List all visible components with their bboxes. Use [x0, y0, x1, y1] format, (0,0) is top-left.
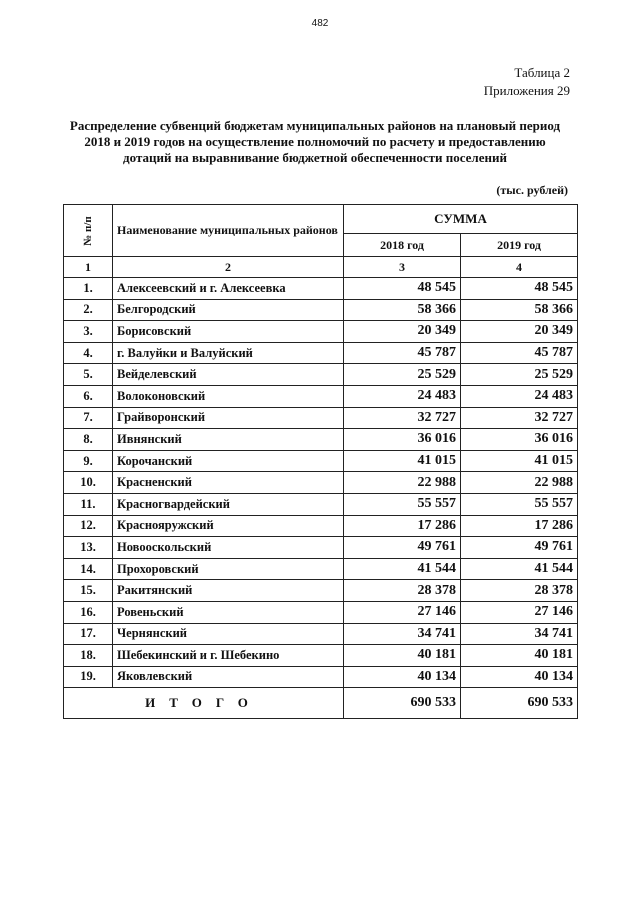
district-name: Новооскольский [113, 537, 344, 559]
district-name: Чернянский [113, 623, 344, 645]
value-2018: 58 366 [344, 299, 461, 321]
row-number: 4. [64, 342, 113, 364]
value-2019: 49 761 [461, 537, 578, 559]
row-number: 17. [64, 623, 113, 645]
appendix-annex-label: Приложения 29 [483, 83, 570, 98]
value-2018: 20 349 [344, 321, 461, 343]
value-2018: 27 146 [344, 601, 461, 623]
value-2018: 24 483 [344, 385, 461, 407]
row-number: 2. [64, 299, 113, 321]
value-2019: 22 988 [461, 472, 578, 494]
district-name: Корочанский [113, 450, 344, 472]
value-2018: 49 761 [344, 537, 461, 559]
district-name: Красногвардейский [113, 493, 344, 515]
value-2019: 58 366 [461, 299, 578, 321]
page-number: 482 [311, 18, 329, 29]
row-number: 9. [64, 450, 113, 472]
value-2018: 40 181 [344, 645, 461, 667]
table-row [64, 601, 578, 623]
value-2019: 40 134 [461, 666, 578, 688]
table-row [64, 623, 578, 645]
table-row [64, 385, 578, 407]
total-2019: 690 533 [461, 688, 578, 719]
value-2018: 17 286 [344, 515, 461, 537]
value-2018: 48 545 [344, 278, 461, 300]
header-2019: 2019 год [461, 234, 578, 257]
value-2018: 25 529 [344, 364, 461, 386]
row-number: 15. [64, 580, 113, 602]
appendix-table-label: Таблица 2 [514, 65, 570, 80]
value-2018: 41 544 [344, 558, 461, 580]
row-number: 14. [64, 558, 113, 580]
column-index: 4 [461, 257, 578, 278]
table-row [64, 342, 578, 364]
district-name: Ровеньский [113, 601, 344, 623]
row-number: 19. [64, 666, 113, 688]
row-number: 12. [64, 515, 113, 537]
appendix-reference [484, 64, 570, 100]
district-name: Белгородский [113, 299, 344, 321]
value-2019: 48 545 [461, 278, 578, 300]
value-2018: 32 727 [344, 407, 461, 429]
row-number: 16. [64, 601, 113, 623]
value-2019: 36 016 [461, 429, 578, 451]
row-number: 11. [64, 493, 113, 515]
row-number: 1. [64, 278, 113, 300]
district-name: Краснояружский [113, 515, 344, 537]
district-name: Ракитянский [113, 580, 344, 602]
value-2018: 55 557 [344, 493, 461, 515]
row-number: 10. [64, 472, 113, 494]
value-2018: 41 015 [344, 450, 461, 472]
value-2019: 27 146 [461, 601, 578, 623]
table-row [64, 450, 578, 472]
table-row [64, 493, 578, 515]
value-2019: 45 787 [461, 342, 578, 364]
table-row [64, 515, 578, 537]
header-district-name: Наименование муниципальных районов [113, 205, 344, 257]
total-row [64, 688, 578, 719]
value-2018: 40 134 [344, 666, 461, 688]
units-label: (тыс. рублей) [496, 183, 568, 197]
value-2019: 28 378 [461, 580, 578, 602]
district-name: Вейделевский [113, 364, 344, 386]
value-2019: 41 015 [461, 450, 578, 472]
value-2018: 45 787 [344, 342, 461, 364]
district-name: Грайворонский [113, 407, 344, 429]
table-row [64, 537, 578, 559]
district-name: Прохоровский [113, 558, 344, 580]
table-row [64, 429, 578, 451]
table-row [64, 645, 578, 667]
district-name: Яковлевский [113, 666, 344, 688]
value-2019: 20 349 [461, 321, 578, 343]
table-row [64, 558, 578, 580]
header-sum: СУММА [344, 205, 578, 234]
value-2018: 28 378 [344, 580, 461, 602]
total-label: ИТОГО [64, 688, 344, 719]
value-2019: 41 544 [461, 558, 578, 580]
district-name: Алексеевский и г. Алексеевка [113, 278, 344, 300]
distribution-table [63, 204, 578, 719]
value-2019: 40 181 [461, 645, 578, 667]
total-2018: 690 533 [344, 688, 461, 719]
column-index: 2 [113, 257, 344, 278]
row-number: 6. [64, 385, 113, 407]
value-2019: 34 741 [461, 623, 578, 645]
header-number: № п/п [64, 205, 113, 257]
district-name: Ивнянский [113, 429, 344, 451]
district-name: г. Валуйки и Валуйский [113, 342, 344, 364]
table-row [64, 299, 578, 321]
table-row [64, 407, 578, 429]
table-row [64, 278, 578, 300]
table-row [64, 321, 578, 343]
column-index: 3 [344, 257, 461, 278]
district-name: Борисовский [113, 321, 344, 343]
district-name: Волоконовский [113, 385, 344, 407]
document-title: Распределение субвенций бюджетам муниципальных районов на плановый период 2018 и 2019 годов на осуществление полномочий по расчету и предоставлению дотаций на выравнивание бюджетной обеспеченности поселений [69, 118, 561, 165]
row-number: 3. [64, 321, 113, 343]
value-2019: 32 727 [461, 407, 578, 429]
value-2019: 25 529 [461, 364, 578, 386]
value-2018: 36 016 [344, 429, 461, 451]
table-row [64, 666, 578, 688]
value-2019: 24 483 [461, 385, 578, 407]
district-name: Шебекинский и г. Шебекино [113, 645, 344, 667]
table-row [64, 472, 578, 494]
row-number: 7. [64, 407, 113, 429]
header-2018: 2018 год [344, 234, 461, 257]
district-name: Красненский [113, 472, 344, 494]
value-2019: 55 557 [461, 493, 578, 515]
row-number: 8. [64, 429, 113, 451]
value-2019: 17 286 [461, 515, 578, 537]
column-index: 1 [64, 257, 113, 278]
value-2018: 22 988 [344, 472, 461, 494]
table-row [64, 580, 578, 602]
table-row [64, 364, 578, 386]
row-number: 18. [64, 645, 113, 667]
row-number: 13. [64, 537, 113, 559]
value-2018: 34 741 [344, 623, 461, 645]
row-number: 5. [64, 364, 113, 386]
